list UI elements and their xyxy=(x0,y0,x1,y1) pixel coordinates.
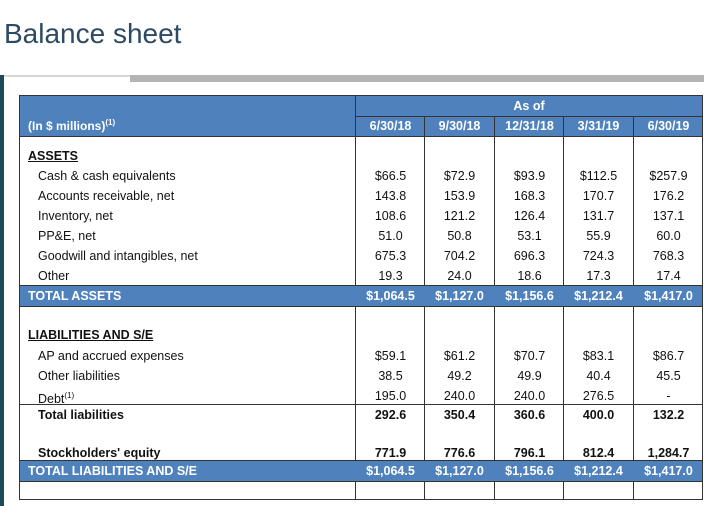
value-cell: 704.2 xyxy=(443,249,476,263)
units-label xyxy=(28,118,115,133)
table-row xyxy=(20,366,702,386)
table-row xyxy=(20,325,702,345)
table-row xyxy=(20,266,702,286)
value-cell: 812.4 xyxy=(582,446,615,460)
row-label xyxy=(38,186,174,206)
table-row xyxy=(20,186,702,206)
row-label xyxy=(38,206,113,226)
row-label xyxy=(38,346,184,366)
left-accent-bar xyxy=(0,75,4,506)
units-footnote: (1) xyxy=(105,118,116,127)
value-cell: 796.1 xyxy=(513,446,546,460)
row-label xyxy=(38,405,124,425)
row-label xyxy=(28,325,153,345)
value-cell: 131.7 xyxy=(582,209,615,223)
value-cell: 49.9 xyxy=(517,369,542,383)
units-text: (In $ millions) xyxy=(28,119,106,133)
value-cell: 24.0 xyxy=(447,269,472,283)
period-header: 12/31/18 xyxy=(505,119,554,133)
value-cell: $1,417.0 xyxy=(644,289,693,303)
table-row xyxy=(20,206,702,226)
value-cell: $70.7 xyxy=(513,349,546,363)
value-cell: $1,212.4 xyxy=(574,289,623,303)
as-of-header: As of xyxy=(356,96,702,117)
row-label-text: LIABILITIES AND S/E xyxy=(28,328,154,342)
page-title: Balance sheet xyxy=(4,18,182,49)
value-cell: $59.1 xyxy=(374,349,407,363)
row-label xyxy=(28,146,78,166)
value-cell: $1,064.5 xyxy=(366,464,415,478)
footnote-marker: (1) xyxy=(64,391,75,400)
header-bar xyxy=(130,75,704,82)
period-header: 9/30/18 xyxy=(438,119,481,133)
row-label-text: Goodwill and intangibles, net xyxy=(38,249,198,263)
value-cell: 19.3 xyxy=(378,269,403,283)
row-label xyxy=(38,166,176,186)
value-cell: $86.7 xyxy=(652,349,685,363)
balance-sheet-table xyxy=(19,95,703,500)
value-cell: $1,127.0 xyxy=(435,464,484,478)
row-label-text: TOTAL LIABILITIES AND S/E xyxy=(28,464,197,478)
row-label xyxy=(38,246,198,266)
value-cell: $61.2 xyxy=(443,349,476,363)
row-label-text: ASSETS xyxy=(28,149,79,163)
row-label-text: Total liabilities xyxy=(38,408,124,422)
value-cell: $1,156.6 xyxy=(505,289,554,303)
table-row xyxy=(20,404,702,424)
value-cell: 771.9 xyxy=(374,446,407,460)
value-cell: 776.6 xyxy=(443,446,476,460)
value-cell: 121.2 xyxy=(443,209,476,223)
value-cell: 50.8 xyxy=(447,229,472,243)
value-cell: 195.0 xyxy=(374,389,407,403)
row-label-text: Inventory, net xyxy=(38,209,113,223)
value-cell: 137.1 xyxy=(652,209,685,223)
value-cell: 108.6 xyxy=(374,209,407,223)
row-label-text: PP&E, net xyxy=(38,229,96,243)
value-cell: 153.9 xyxy=(443,189,476,203)
table-row xyxy=(20,386,702,406)
value-cell: $83.1 xyxy=(582,349,615,363)
value-cell: 40.4 xyxy=(586,369,611,383)
value-cell: 350.4 xyxy=(443,408,476,422)
value-cell: $66.5 xyxy=(374,169,407,183)
value-cell: $93.9 xyxy=(513,169,546,183)
value-cell: 176.2 xyxy=(652,189,685,203)
row-label-text: Debt xyxy=(38,392,65,407)
value-cell: $1,417.0 xyxy=(644,464,693,478)
value-cell: $1,156.6 xyxy=(505,464,554,478)
value-cell: 60.0 xyxy=(656,229,681,243)
period-header: 6/30/18 xyxy=(369,119,412,133)
value-cell: 143.8 xyxy=(374,189,407,203)
table-row xyxy=(20,346,702,366)
value-cell: 45.5 xyxy=(656,369,681,383)
row-label xyxy=(28,461,197,481)
value-cell: 168.3 xyxy=(513,189,546,203)
value-cell: $1,127.0 xyxy=(435,289,484,303)
value-cell: 17.3 xyxy=(586,269,611,283)
value-cell: 55.9 xyxy=(586,229,611,243)
table-row xyxy=(20,246,702,266)
value-cell: $1,064.5 xyxy=(366,289,415,303)
row-label xyxy=(38,266,69,286)
value-cell: 696.3 xyxy=(513,249,546,263)
period-header: 6/30/19 xyxy=(647,119,690,133)
value-cell: 38.5 xyxy=(378,369,403,383)
value-cell: $72.9 xyxy=(443,169,476,183)
value-cell: 400.0 xyxy=(582,408,615,422)
value-cell: 240.0 xyxy=(513,389,546,403)
value-cell: 768.3 xyxy=(652,249,685,263)
value-cell: 170.7 xyxy=(582,189,615,203)
value-cell: 17.4 xyxy=(656,269,681,283)
value-cell: $112.5 xyxy=(579,169,618,183)
row-label-text: AP and accrued expenses xyxy=(38,349,184,363)
value-cell: 51.0 xyxy=(378,229,403,243)
value-cell: 132.2 xyxy=(652,408,685,422)
row-label-text: Cash & cash equivalents xyxy=(38,169,176,183)
value-cell: 240.0 xyxy=(443,389,476,403)
row-label-text: Other liabilities xyxy=(38,369,120,383)
table-row xyxy=(20,166,702,186)
value-cell: 276.5 xyxy=(582,389,615,403)
value-cell: 18.6 xyxy=(517,269,542,283)
value-cell: 724.3 xyxy=(582,249,615,263)
row-label xyxy=(28,286,121,306)
value-cell: 126.4 xyxy=(513,209,546,223)
row-label-text: Accounts receivable, net xyxy=(38,189,175,203)
row-label-text: TOTAL ASSETS xyxy=(28,289,122,303)
value-cell: 49.2 xyxy=(447,369,472,383)
row-label xyxy=(38,226,96,246)
table-row xyxy=(20,285,702,307)
value-cell: $257.9 xyxy=(649,169,688,183)
value-cell: - xyxy=(666,389,671,403)
value-cell: 53.1 xyxy=(517,229,542,243)
table-row xyxy=(20,460,702,482)
row-label-text: Other xyxy=(38,269,70,283)
value-cell: 292.6 xyxy=(374,408,407,422)
period-header: 3/31/19 xyxy=(577,119,620,133)
row-label-text: Stockholders' equity xyxy=(38,446,161,460)
value-cell: $1,212.4 xyxy=(574,464,623,478)
table-row xyxy=(20,146,702,166)
value-cell: 1,284.7 xyxy=(647,446,690,460)
value-cell: 360.6 xyxy=(513,408,546,422)
value-cell: 675.3 xyxy=(374,249,407,263)
table-row xyxy=(20,226,702,246)
row-label xyxy=(38,366,120,386)
